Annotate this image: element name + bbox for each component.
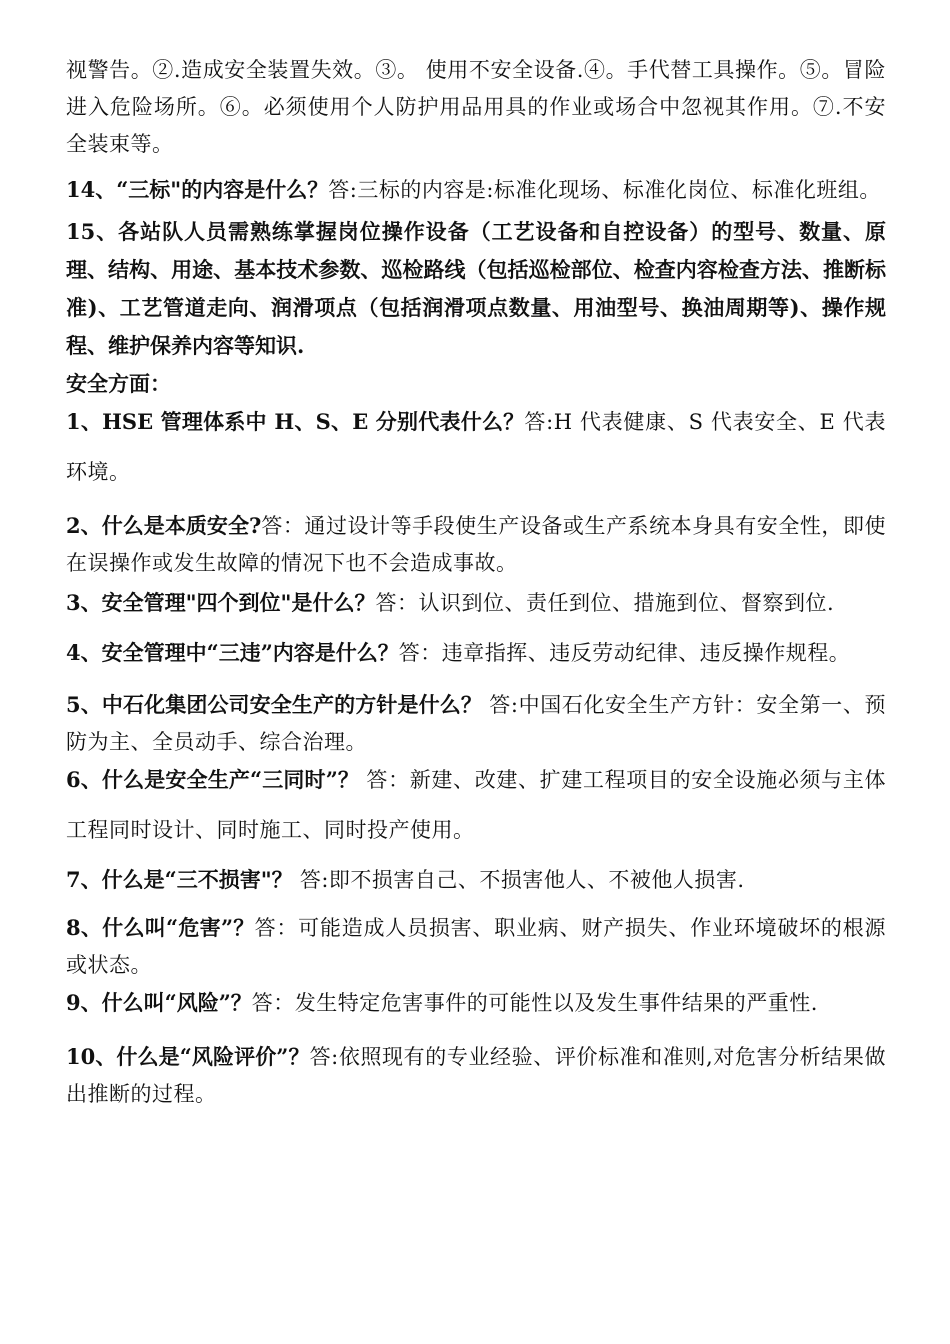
answer-text: 视警告。②.造成安全装置失效。③。 使用不安全设备.④。手代替工具操作。⑤。冒险进入危险场所。⑥。必须使用个人防护用品用具的作业或场合中忽视其作用。⑦.不安全装束等。 bbox=[66, 58, 886, 156]
qa-item-2 bbox=[66, 507, 886, 582]
question-text: 9、什么叫“风险”？ bbox=[66, 990, 252, 1015]
answer-text: 答：新建、改建、扩建工程项目的安全设施必须与主体工程同时设计、同时施工、同时投产使用。 bbox=[66, 768, 886, 842]
qa-item-7 bbox=[66, 855, 886, 905]
question-text: 1、HSE 管理体系中 H、S、E 分别代表什么？ bbox=[66, 409, 525, 434]
answer-text: 答：认识到位、责任到位、措施到位、督察到位. bbox=[375, 591, 835, 615]
continued-paragraph bbox=[66, 52, 886, 163]
answer-text: 答：通过设计等手段使生产设备或生产系统本身具有安全性，即使在误操作或发生故障的情况下也不会造成事故。 bbox=[66, 514, 886, 575]
answer-text: 答：可能造成人员损害、职业病、财产损失、作业环境破坏的根源或状态。 bbox=[66, 916, 886, 977]
qa-item-6 bbox=[66, 755, 886, 855]
answer-text: 答:依照现有的专业经验、评价标准和准则,对危害分析结果做出推断的过程。 bbox=[66, 1045, 886, 1106]
qa-item-10 bbox=[66, 1038, 886, 1113]
answer-text: 答：违章指挥、违反劳动纪律、违反操作规程。 bbox=[398, 641, 851, 665]
question-text: 10、什么是“风险评价”？ bbox=[66, 1044, 310, 1069]
qa-item-4 bbox=[66, 628, 886, 678]
qa-item-9 bbox=[66, 978, 886, 1028]
question-text: 14、“三标"的内容是什么？ bbox=[66, 177, 329, 202]
answer-text: 答:即不损害自己、不损害他人、不被他人损害. bbox=[292, 868, 745, 892]
section-heading: 安全方面： bbox=[66, 371, 171, 396]
answer-text: 答：发生特定危害事件的可能性以及发生事件结果的严重性. bbox=[251, 991, 818, 1015]
document-page bbox=[66, 52, 886, 1113]
question-text: 5、中石化集团公司安全生产的方针是什么？ bbox=[66, 692, 482, 717]
qa-item-15 bbox=[66, 213, 886, 365]
qa-item-3 bbox=[66, 578, 886, 628]
question-text: 7、什么是“三不损害"？ bbox=[66, 867, 293, 892]
qa-item-8 bbox=[66, 909, 886, 984]
answer-text: 答:H 代表健康、S 代表安全、E 代表环境。 bbox=[66, 410, 886, 484]
answer-text: 答:中国石化安全生产方针：安全第一、预防为主、全员动手、综合治理。 bbox=[66, 693, 886, 754]
question-text: 3、安全管理"四个到位"是什么？ bbox=[66, 590, 376, 615]
qa-item-1 bbox=[66, 397, 886, 497]
question-text: 2、什么是本质安全? bbox=[66, 513, 262, 538]
answer-text: 答:三标的内容是:标准化现场、标准化岗位、标准化班组。 bbox=[328, 178, 881, 202]
question-text: 4、安全管理中“三违”内容是什么？ bbox=[66, 640, 399, 665]
question-text: 15、各站队人员需熟练掌握岗位操作设备（工艺设备和自控设备）的型号、数量、原理、结构、用途、基本技术参数、巡检路线（包括巡检部位、检查内容检查方法、推断标准)、工艺管道走向、润滑项点（包括润滑项点数量、用油型号、换油周期等)、操作规程、维护保养内容等知识. bbox=[66, 219, 886, 358]
qa-item-14 bbox=[66, 171, 886, 209]
qa-item-5 bbox=[66, 686, 886, 761]
question-text: 6、什么是安全生产“三同时”？ bbox=[66, 767, 360, 792]
question-text: 8、什么叫“危害”？ bbox=[66, 915, 255, 940]
